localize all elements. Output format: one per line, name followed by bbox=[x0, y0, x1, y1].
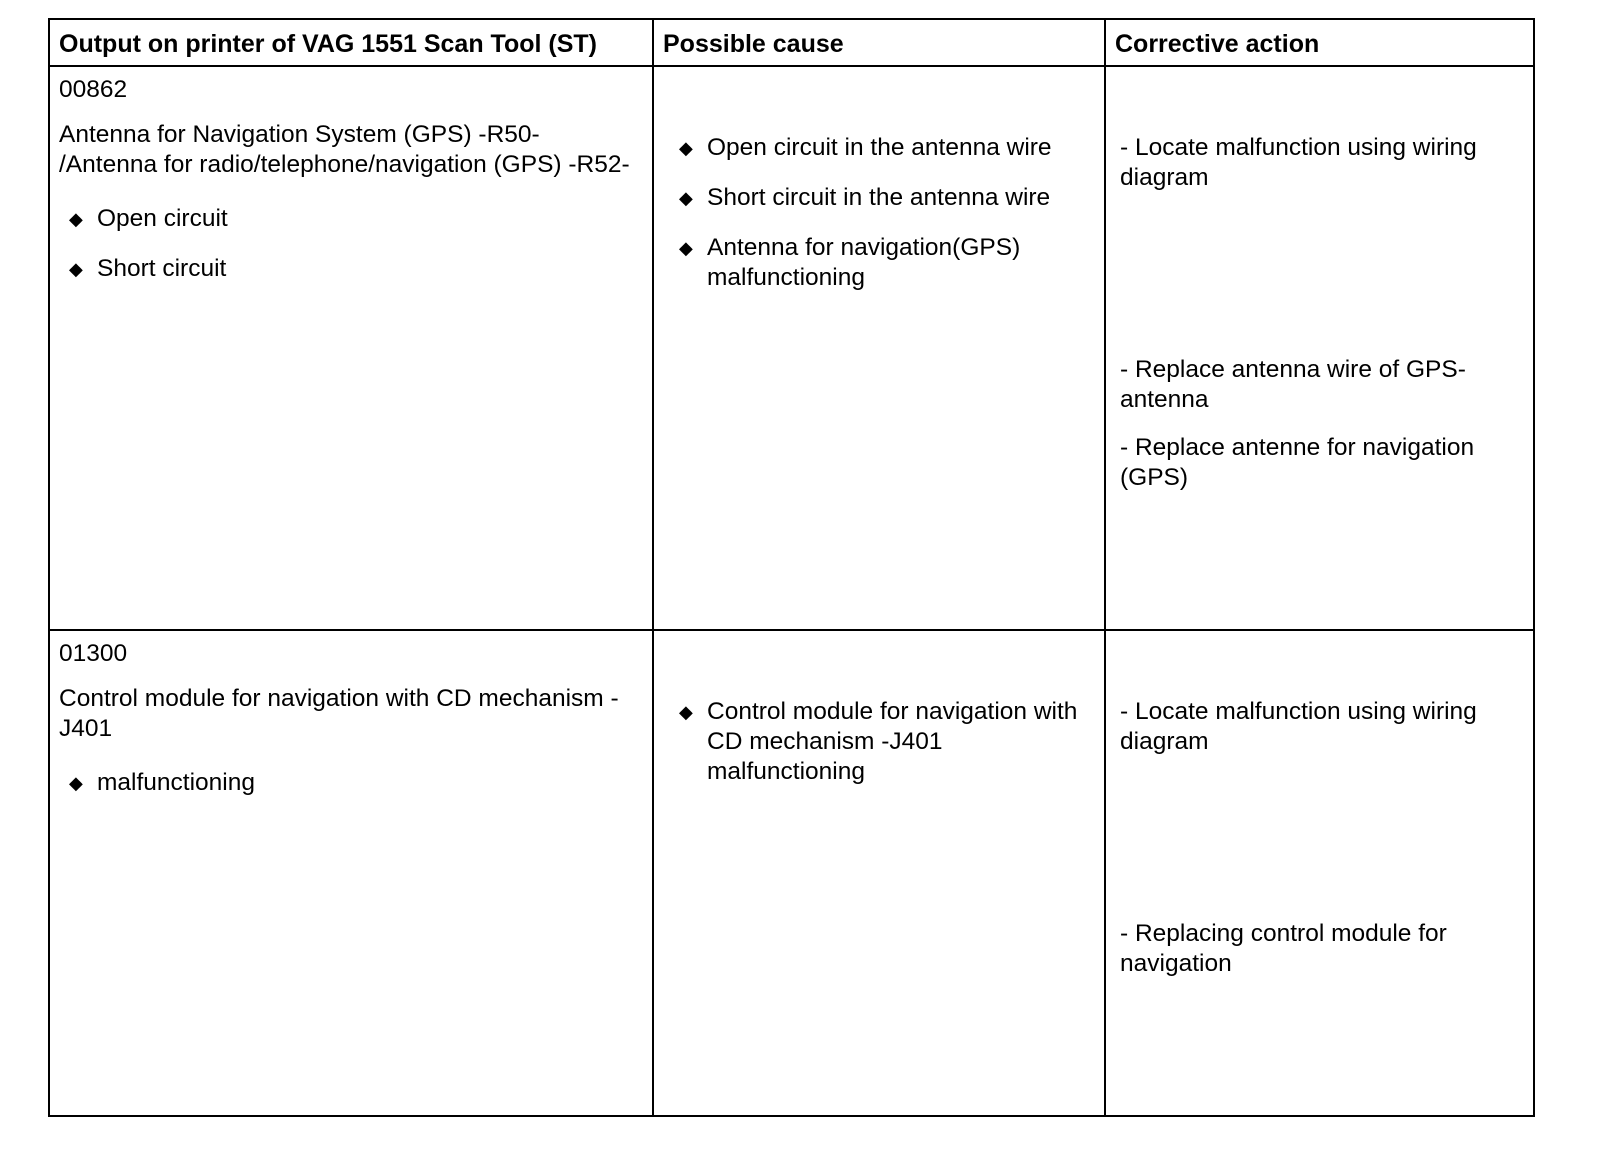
fault-code-table bbox=[48, 18, 1535, 1117]
table-row bbox=[49, 630, 1534, 1116]
fault-description: Control module for navigation with CD mechanism -J401 bbox=[59, 685, 619, 742]
list-item bbox=[679, 133, 1096, 163]
table-row bbox=[49, 66, 1534, 630]
diamond-bullet-icon: ◆ bbox=[679, 188, 693, 208]
list-item bbox=[69, 204, 644, 234]
action-text: - Locate malfunction using wiring diagram bbox=[1120, 698, 1477, 755]
cause-text: Antenna for navigation(GPS) malfunctioning bbox=[707, 234, 1021, 291]
fault-code: 00862 bbox=[59, 76, 128, 103]
cause-cell bbox=[653, 630, 1105, 1116]
symptom-text: malfunctioning bbox=[97, 769, 255, 796]
list-item bbox=[69, 768, 644, 798]
action-text: - Replace antenne for navigation (GPS) bbox=[1120, 434, 1475, 491]
header-corrective-action: Corrective action bbox=[1105, 19, 1534, 66]
output-cell bbox=[49, 630, 653, 1116]
header-output: Output on printer of VAG 1551 Scan Tool (ST) bbox=[49, 19, 653, 66]
header-row bbox=[49, 19, 1534, 66]
diamond-bullet-icon: ◆ bbox=[679, 238, 693, 258]
action-text: - Replacing control module for navigation bbox=[1120, 920, 1447, 977]
diamond-bullet-icon: ◆ bbox=[69, 773, 83, 793]
cause-list bbox=[663, 697, 1096, 787]
action-text: - Replace antenna wire of GPS-antenna bbox=[1120, 356, 1466, 413]
cause-cell bbox=[653, 66, 1105, 630]
list-item bbox=[679, 233, 1096, 293]
cause-list bbox=[663, 133, 1096, 293]
diamond-bullet-icon: ◆ bbox=[69, 259, 83, 279]
diamond-bullet-icon: ◆ bbox=[679, 702, 693, 722]
symptom-text: Open circuit bbox=[97, 205, 228, 232]
symptom-list bbox=[59, 204, 644, 284]
fault-code: 01300 bbox=[59, 640, 128, 667]
action-cell bbox=[1105, 66, 1534, 630]
fault-description: Antenna for Navigation System (GPS) -R50- /Antenna for radio/telephone/navigation (GPS) -R52- bbox=[59, 121, 630, 178]
list-item bbox=[679, 697, 1096, 787]
action-cell bbox=[1105, 630, 1534, 1116]
symptom-list bbox=[59, 768, 644, 798]
cause-text: Open circuit in the antenna wire bbox=[707, 134, 1052, 161]
diamond-bullet-icon: ◆ bbox=[69, 209, 83, 229]
symptom-text: Short circuit bbox=[97, 255, 227, 282]
diamond-bullet-icon: ◆ bbox=[679, 138, 693, 158]
header-possible-cause: Possible cause bbox=[653, 19, 1105, 66]
output-cell bbox=[49, 66, 653, 630]
cause-text: Control module for navigation with CD mechanism -J401 malfunctioning bbox=[707, 698, 1078, 785]
list-item bbox=[679, 183, 1096, 213]
cause-text: Short circuit in the antenna wire bbox=[707, 184, 1051, 211]
list-item bbox=[69, 254, 644, 284]
action-text: - Locate malfunction using wiring diagram bbox=[1120, 134, 1477, 191]
